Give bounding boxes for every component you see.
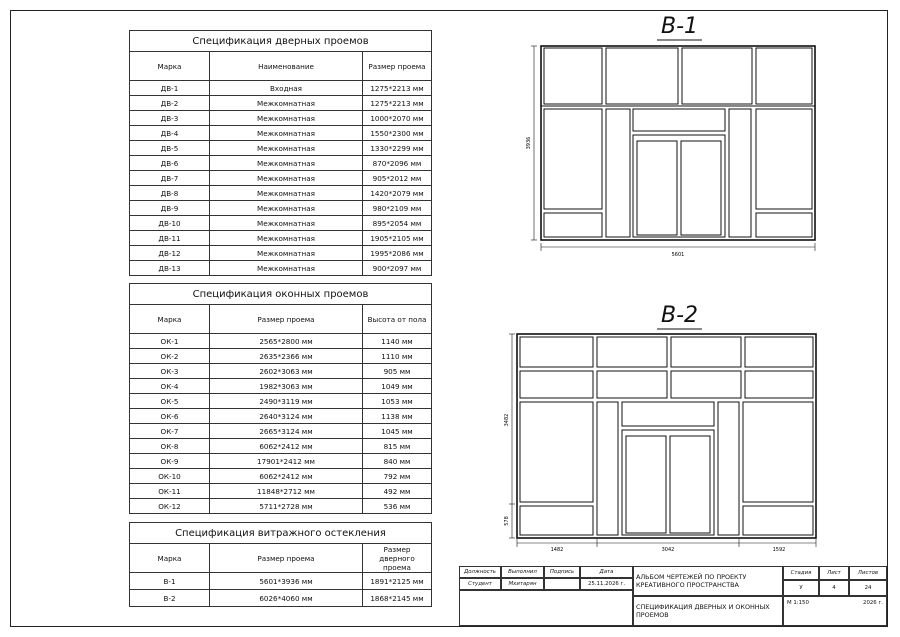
- window-cell: 5711*2728 мм: [210, 499, 363, 514]
- tb-h-executed: Выполнил: [501, 566, 544, 578]
- door-cell: 1275*2213 мм: [363, 81, 432, 96]
- door-cell: Межкомнатная: [210, 96, 363, 111]
- window-spec-title: Спецификация оконных проемов: [130, 284, 432, 305]
- window-cell: 1045 мм: [363, 424, 432, 439]
- tb-year: 2026 г.: [863, 600, 883, 606]
- tb-v-sheets: 24: [849, 580, 887, 596]
- window-cell: 1982*3063 мм: [210, 379, 363, 394]
- door-cell: Межкомнатная: [210, 201, 363, 216]
- stained-cell: 5601*3936 мм: [210, 573, 363, 590]
- door-cell: Межкомнатная: [210, 216, 363, 231]
- v2-width-dim-right: 1592: [772, 547, 786, 553]
- door-cell: Межкомнатная: [210, 246, 363, 261]
- tb-h-position: Должность: [459, 566, 501, 578]
- window-cell: ОК-6: [130, 409, 210, 424]
- stained-cell: 1891*2125 мм: [363, 573, 432, 590]
- window-cell: 2490*3119 мм: [210, 394, 363, 409]
- window-cell: 2565*2800 мм: [210, 334, 363, 349]
- window-cell: 2640*3124 мм: [210, 409, 363, 424]
- window-cell: 1140 мм: [363, 334, 432, 349]
- door-cell: 1550*2300 мм: [363, 126, 432, 141]
- door-cell: ДВ-10: [130, 216, 210, 231]
- stained-col-mark: Марка: [130, 544, 210, 573]
- door-cell: 1995*2086 мм: [363, 246, 432, 261]
- window-cell: 840 мм: [363, 454, 432, 469]
- window-cell: 1053 мм: [363, 394, 432, 409]
- v2-width-dim-mid: 3042: [661, 547, 675, 553]
- door-cell: ДВ-13: [130, 261, 210, 276]
- window-cell: ОК-12: [130, 499, 210, 514]
- tb-v-sheet: 4: [819, 580, 849, 596]
- v2-height-dim-bottom: 578: [504, 516, 510, 526]
- door-col-mark: Марка: [130, 52, 210, 81]
- window-cell: 1138 мм: [363, 409, 432, 424]
- stained-col-size: Размер проема: [210, 544, 363, 573]
- door-cell: ДВ-7: [130, 171, 210, 186]
- door-cell: Входная: [210, 81, 363, 96]
- title-block: [459, 566, 887, 626]
- window-cell: 2665*3124 мм: [210, 424, 363, 439]
- window-cell: 492 мм: [363, 484, 432, 499]
- door-cell: ДВ-2: [130, 96, 210, 111]
- door-spec-title: Спецификация дверных проемов: [130, 31, 432, 52]
- door-cell: Межкомнатная: [210, 261, 363, 276]
- stained-cell: 1868*2145 мм: [363, 590, 432, 607]
- tb-v-stage: У: [783, 580, 819, 596]
- window-col-height: Высота от пола: [363, 305, 432, 334]
- window-cell: ОК-11: [130, 484, 210, 499]
- window-cell: 6062*2412 мм: [210, 439, 363, 454]
- door-cell: 1330*2299 мм: [363, 141, 432, 156]
- window-cell: ОК-10: [130, 469, 210, 484]
- door-cell: Межкомнатная: [210, 141, 363, 156]
- door-cell: Межкомнатная: [210, 126, 363, 141]
- tb-scale-box: [783, 596, 887, 626]
- window-cell: ОК-8: [130, 439, 210, 454]
- door-cell: ДВ-11: [130, 231, 210, 246]
- window-cell: ОК-4: [130, 379, 210, 394]
- tb-v-date: 25.11.2026 г.: [580, 578, 633, 590]
- tb-h-date: Дата: [580, 566, 633, 578]
- window-cell: 2635*2366 мм: [210, 349, 363, 364]
- window-cell: 1049 мм: [363, 379, 432, 394]
- window-cell: 17901*2412 мм: [210, 454, 363, 469]
- stained-spec-title: Спецификация витражного остекления: [130, 523, 432, 544]
- stained-cell: 6026*4060 мм: [210, 590, 363, 607]
- window-cell: 6062*2412 мм: [210, 469, 363, 484]
- door-cell: 980*2109 мм: [363, 201, 432, 216]
- door-cell: 1905*2105 мм: [363, 231, 432, 246]
- window-cell: 1110 мм: [363, 349, 432, 364]
- door-cell: Межкомнатная: [210, 186, 363, 201]
- v2-width-dim-left: 1482: [550, 547, 564, 553]
- v2-title: В-2: [661, 303, 699, 328]
- v1-height-dim: 3936: [526, 136, 532, 150]
- door-cell: ДВ-5: [130, 141, 210, 156]
- window-cell: 792 мм: [363, 469, 432, 484]
- window-col-size: Размер проема: [210, 305, 363, 334]
- stained-cell: В-1: [130, 573, 210, 590]
- door-col-name: Наименование: [210, 52, 363, 81]
- window-cell: ОК-5: [130, 394, 210, 409]
- door-cell: ДВ-8: [130, 186, 210, 201]
- door-cell: 870*2096 мм: [363, 156, 432, 171]
- tb-empty-area: [459, 590, 633, 626]
- door-cell: 1420*2079 мм: [363, 186, 432, 201]
- door-col-size: Размер проема: [363, 52, 432, 81]
- tb-project: АЛЬБОМ ЧЕРТЕЖЕЙ ПО ПРОЕКТУ КРЕАТИВНОГО ПРОСТРАНСТВА: [633, 566, 783, 596]
- tb-h-sheets: Листов: [849, 566, 887, 580]
- door-cell: ДВ-4: [130, 126, 210, 141]
- window-cell: 536 мм: [363, 499, 432, 514]
- window-cell: ОК-1: [130, 334, 210, 349]
- door-cell: 900*2097 мм: [363, 261, 432, 276]
- window-cell: ОК-7: [130, 424, 210, 439]
- tb-v-signature: [544, 578, 580, 590]
- door-cell: ДВ-9: [130, 201, 210, 216]
- stained-cell: В-2: [130, 590, 210, 607]
- window-cell: ОК-2: [130, 349, 210, 364]
- window-cell: 2602*3063 мм: [210, 364, 363, 379]
- tb-h-stage: Стадия: [783, 566, 819, 580]
- door-cell: 895*2054 мм: [363, 216, 432, 231]
- stained-col-door-size: Размер дверного проема: [363, 544, 432, 573]
- tb-h-sheet: Лист: [819, 566, 849, 580]
- tb-sheet-title: СПЕЦИФИКАЦИЯ ДВЕРНЫХ И ОКОННЫХ ПРОЕМОВ: [633, 596, 783, 626]
- window-cell: 815 мм: [363, 439, 432, 454]
- door-cell: Межкомнатная: [210, 231, 363, 246]
- door-cell: ДВ-3: [130, 111, 210, 126]
- door-cell: ДВ-6: [130, 156, 210, 171]
- door-cell: ДВ-1: [130, 81, 210, 96]
- door-cell: 1275*2213 мм: [363, 96, 432, 111]
- tb-v-position: Студент: [459, 578, 501, 590]
- door-cell: Межкомнатная: [210, 156, 363, 171]
- v1-title: В-1: [661, 14, 699, 39]
- door-cell: 1000*2070 мм: [363, 111, 432, 126]
- door-cell: ДВ-12: [130, 246, 210, 261]
- window-cell: ОК-9: [130, 454, 210, 469]
- window-cell: ОК-3: [130, 364, 210, 379]
- tb-v-executed: Мхитарян: [501, 578, 544, 590]
- tb-h-signature: Подпись: [544, 566, 580, 578]
- door-cell: 905*2012 мм: [363, 171, 432, 186]
- window-cell: 905 мм: [363, 364, 432, 379]
- v1-width-dim: 5601: [671, 252, 685, 258]
- door-cell: Межкомнатная: [210, 111, 363, 126]
- window-col-mark: Марка: [130, 305, 210, 334]
- window-cell: 11848*2712 мм: [210, 484, 363, 499]
- door-cell: Межкомнатная: [210, 171, 363, 186]
- v2-height-dim-top: 3482: [504, 413, 510, 427]
- tb-scale: М 1:150: [787, 600, 809, 606]
